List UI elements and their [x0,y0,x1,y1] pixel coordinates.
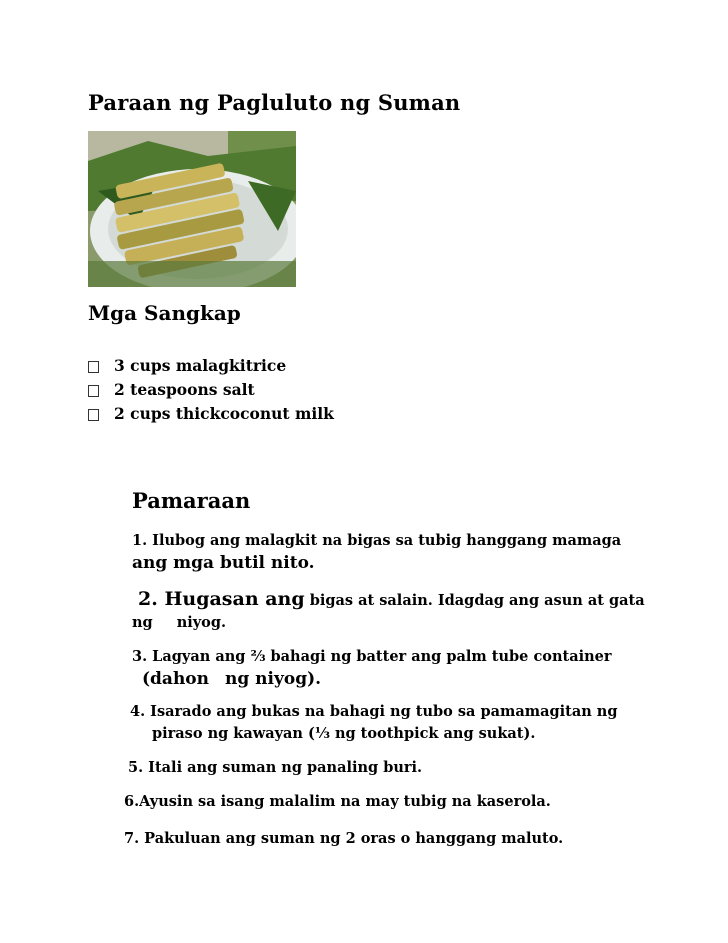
step-6: 6.Ayusin sa isang malalim na may tubig na kaserola. [124,793,551,810]
suman-photo [88,131,296,287]
page-title: Paraan ng Pagluluto ng Suman [88,90,461,115]
method-heading: Pamaraan [132,488,251,513]
bullet-icon [88,409,99,421]
step-1: 1. Ilubog ang malagkit na bigas sa tubig hanggang mamaga ang mga butil nito. [132,532,622,573]
bullet-icon [88,385,99,397]
ingredients-heading: Mga Sangkap [88,301,241,325]
step-2: 2. Hugasan ang bigas at salain. Idagdag ang asun at gata ng niyog. [132,588,645,631]
bullet-icon [88,361,99,373]
step-5: 5. Itali ang suman ng panaling buri. [128,759,423,776]
step-7: 7. Pakuluan ang suman ng 2 oras o hanggang maluto. [124,830,564,847]
step-4: 4. Isarado ang bukas na bahagi ng tubo sa pamamagitan ng piraso ng kawayan (⅓ ng toothpick ang sukat). [130,703,618,742]
step-3: 3. Lagyan ang ⅔ bahagi ng batter ang palm tube container (dahon ng niyog). [132,648,612,689]
